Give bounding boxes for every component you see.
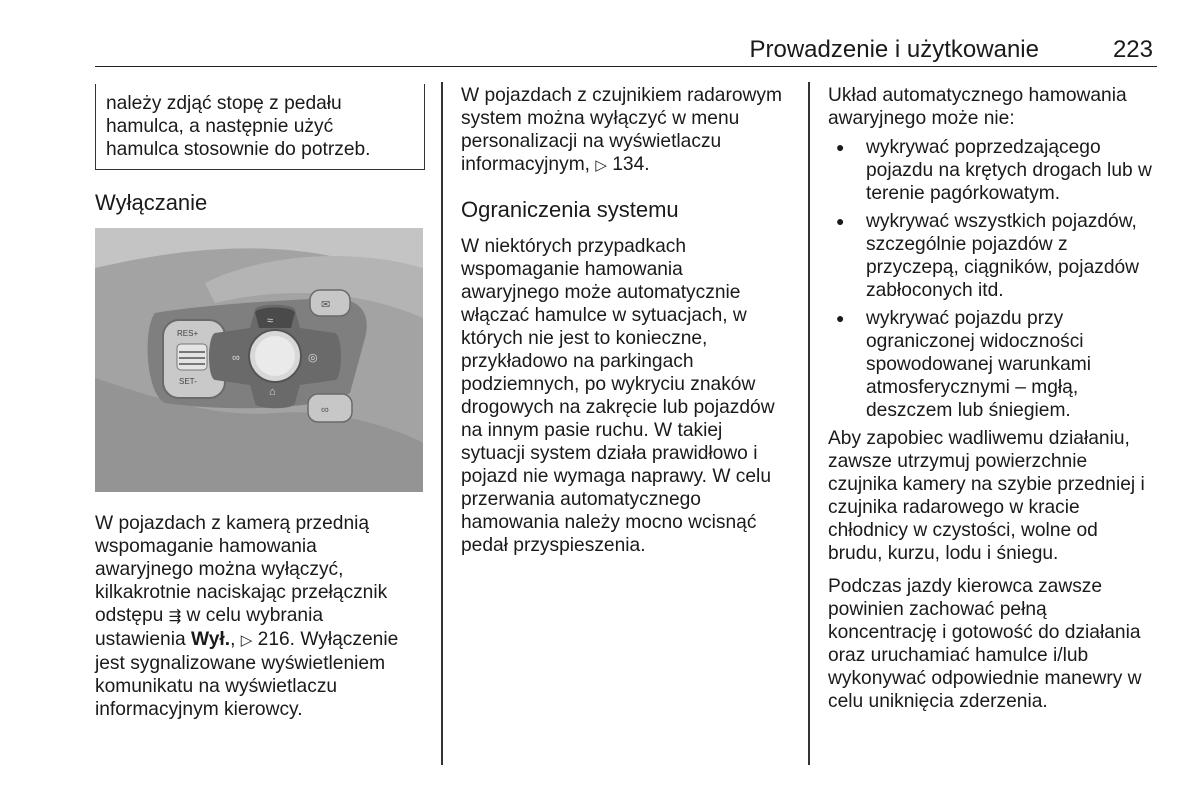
svg-text:✉: ✉: [321, 299, 331, 311]
limitations-list: [828, 136, 1163, 422]
column-divider-left: [441, 82, 443, 765]
continued-warning-box: [95, 84, 425, 170]
svg-text:∞: ∞: [321, 404, 329, 416]
svg-text:⌂: ⌂: [269, 386, 276, 398]
column-3: [828, 84, 1163, 713]
svg-text:◎: ◎: [308, 352, 318, 364]
page-ref-icon: ▷: [240, 631, 253, 649]
distance-switch-icon: ⇶: [168, 607, 182, 625]
res-label: RES+: [177, 329, 199, 338]
para-radar: W pojazdach z czujnikiem radarowym system można wyłączyć w menu personalizacji na wyświetlaczu informacyjnym, ▷ 134.: [461, 85, 782, 175]
heading-ograniczenia: Ograniczenia systemu: [461, 197, 679, 222]
page-number: 223: [1112, 36, 1153, 63]
box-text: należy zdjąć stopę z pedału hamulca, a następnie użyć hamulca stosownie do potrzeb.: [106, 93, 371, 160]
para-cleaning: Aby zapobiec wadliwemu działaniu, zawsze utrzymuj powierzchnie czujnika kamery na szybie przedniej i czujnika radarowego w kracie chłodnicy w czystości, wolne od brudu, kurzu, lodu i śniegu.: [828, 428, 1145, 564]
para-intro: Układ automatycznego hamowania awaryjnego może nie:: [828, 85, 1127, 129]
column-2: [461, 84, 796, 557]
list-item: ● wykrywać wszystkich pojazdów, szczególnie pojazdów z przyczepą, ciągników, pojazdów zabłoconych itd.: [828, 210, 1163, 302]
section-title: Prowadzenie i użytkowanie: [749, 36, 1039, 63]
column-divider-right: [808, 82, 810, 765]
steering-wheel-controls-illustration: [95, 228, 423, 492]
para-driver-attention: Podczas jazdy kierowca zawsze powinien zachować pełną koncentrację i gotowość do działania oraz uruchamiać hamulce i/lub wykonywać odpowiednie manewry w celu uniknięcia zderzenia.: [828, 576, 1142, 712]
page-ref-icon: ▷: [595, 156, 607, 174]
list-item: ● wykrywać pojazdu przy ograniczonej widoczności spowodowanej warunkami atmosferycznymi – mgłą, deszczem lub śniegiem.: [828, 307, 1163, 422]
page-header: [95, 30, 1157, 67]
svg-text:≈: ≈: [267, 315, 274, 327]
column-1: [95, 84, 425, 721]
para-ograniczenia: W niektórych przypadkach wspomaganie hamowania awaryjnego może automatycznie włączać hamulce w sytuacjach, w których nie jest to konieczne, przykładowo na parkingach podziemnych, po wykryciu znaków drogowych na zakręcie lub pojazdów na innym pasie ruchu. W takiej sytuacji system działa prawidłowo i pojazd nie wymaga naprawy. W celu przerwania automatycznego hamowania należy mocno wcisnąć pedał przyspieszenia.: [461, 236, 775, 556]
set-label: SET-: [179, 377, 197, 386]
heading-wylaczanie: Wyłączanie: [95, 190, 208, 215]
para-wylaczanie: W pojazdach z kamerą przednią wspomaganie hamowania awaryjnego można wyłączyć, kilkakrotnie naciskając przełącznik odstępu ⇶ w celu wybrania ustawienia Wył., ▷ 216. Wyłączenie jest sygnalizowane wyświetleniem komunikatu na wyświetlaczu informacyjnym kierowcy.: [95, 513, 399, 720]
list-item: ● wykrywać poprzedzającego pojazdu na krętych drogach lub w terenie pagórkowatym.: [828, 136, 1163, 205]
svg-text:∞: ∞: [232, 352, 240, 364]
